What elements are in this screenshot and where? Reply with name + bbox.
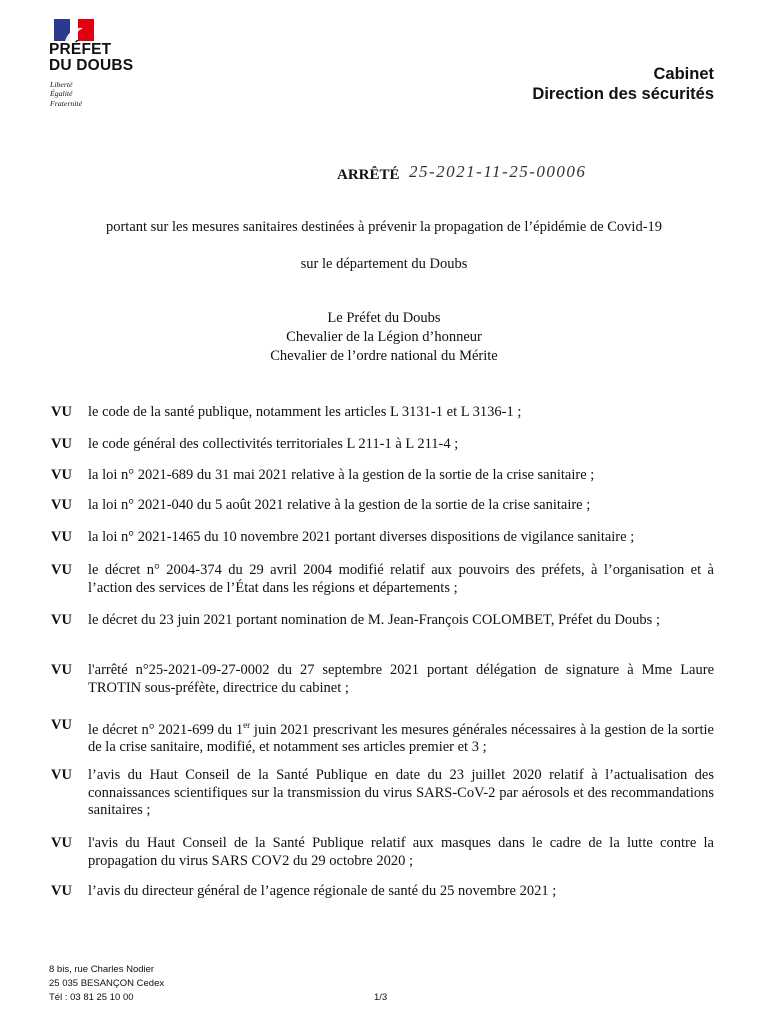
vu-item-6: le décret n° 2004-374 du 29 avril 2004 modifié relatif aux pouvoirs des préfets, à l’organisation et à l’action des services de l’État dans les régions et départements ; bbox=[88, 562, 714, 596]
footer-address bbox=[49, 963, 164, 1005]
vu-item-9: le décret n° 2021-699 du 1er juin 2021 prescrivant les mesures générales nécessaires à la gestion de la sortie de la crise sanitaire, modifié, et notamment ses articles premier et 3 ; bbox=[88, 720, 714, 756]
prefet-titles bbox=[0, 309, 768, 366]
vu-label: VU bbox=[51, 767, 72, 783]
prefet-line-1: Le Préfet du Doubs bbox=[327, 310, 441, 326]
vu-item-4: la loi n° 2021-040 du 5 août 2021 relative à la gestion de la sortie de la crise sanitaire ; bbox=[88, 497, 591, 513]
prefet-line-2: Chevalier de la Légion d’honneur bbox=[286, 329, 482, 345]
subject-line-2: sur le département du Doubs bbox=[300, 256, 468, 272]
vu-label: VU bbox=[51, 717, 72, 733]
vu-label: VU bbox=[51, 612, 72, 628]
vu-item-5: la loi n° 2021-1465 du 10 novembre 2021 portant diverses dispositions de vigilance sanitaire ; bbox=[88, 529, 635, 545]
marianne-flag-icon bbox=[54, 19, 94, 41]
arrete-number-handwritten: 25-2021-11-25-00006 bbox=[409, 162, 587, 181]
vu-item-2: le code général des collectivités territoriales L 211-1 à L 211-4 ; bbox=[88, 436, 459, 452]
vu-label: VU bbox=[51, 835, 72, 851]
vu-label: VU bbox=[51, 529, 72, 545]
logo-title-line2: DU DOUBS bbox=[49, 57, 134, 74]
motto-egalite: Égalité bbox=[50, 89, 73, 99]
vu-item-7: le décret du 23 juin 2021 portant nomination de M. Jean-François COLOMBET, Préfet du Doubs ; bbox=[88, 612, 660, 628]
vu-item-10: l’avis du Haut Conseil de la Santé Publique en date du 23 juillet 2020 relatif à l’actualisation des connaissances scientifiques sur la transmission du virus SARS-CoV-2 par aérosols et des recommandations sanitaires ; bbox=[88, 767, 714, 818]
vu-label: VU bbox=[51, 497, 72, 513]
vu-label: VU bbox=[51, 662, 72, 678]
vu-item-8: l'arrêté n°25-2021-09-27-0002 du 27 septembre 2021 portant délégation de signature à Mme Laure TROTIN sous-préfète, directrice du cabinet ; bbox=[88, 662, 714, 696]
page-number: 1/3 bbox=[374, 992, 388, 1003]
motto-liberte: Liberté bbox=[50, 80, 73, 89]
logo-title-line1: PRÉFET bbox=[49, 41, 112, 58]
vu-item-1: le code de la santé publique, notamment les articles L 3131-1 et L 3136-1 ; bbox=[88, 404, 522, 420]
logo-title bbox=[49, 42, 133, 74]
prefet-line-3: Chevalier de l’ordre national du Mérite bbox=[270, 348, 498, 364]
vu-label: VU bbox=[51, 562, 72, 578]
subject-line-1: portant sur les mesures sanitaires destinées à prévenir la propagation de l’épidémie de Covid-19 bbox=[105, 219, 663, 235]
republic-motto bbox=[50, 80, 82, 108]
vu-label: VU bbox=[51, 436, 72, 452]
vu-item-11: l'avis du Haut Conseil de la Santé Publique relatif aux masques dans le cadre de la lutte contre la propagation du virus SARS COV2 du 29 octobre 2020 ; bbox=[88, 835, 714, 869]
issuing-office bbox=[532, 64, 714, 104]
arrete-label: ARRÊTÉ bbox=[337, 167, 400, 183]
vu-label: VU bbox=[51, 404, 72, 420]
vu-item-3: la loi n° 2021-689 du 31 mai 2021 relative à la gestion de la sortie de la crise sanitaire ; bbox=[88, 467, 595, 483]
vu-label: VU bbox=[51, 467, 72, 483]
footer-street: 8 bis, rue Charles Nodier bbox=[49, 964, 155, 975]
footer-city: 25 035 BESANÇON Cedex bbox=[49, 978, 165, 989]
motto-fraternite: Fraternité bbox=[50, 98, 83, 108]
footer-phone: Tél : 03 81 25 10 00 bbox=[49, 992, 134, 1003]
vu-label: VU bbox=[51, 883, 72, 899]
office-cabinet: Cabinet bbox=[653, 65, 714, 83]
office-direction: Direction des sécurités bbox=[532, 85, 714, 103]
vu-item-12: l’avis du directeur général de l’agence régionale de santé du 25 novembre 2021 ; bbox=[88, 883, 557, 899]
